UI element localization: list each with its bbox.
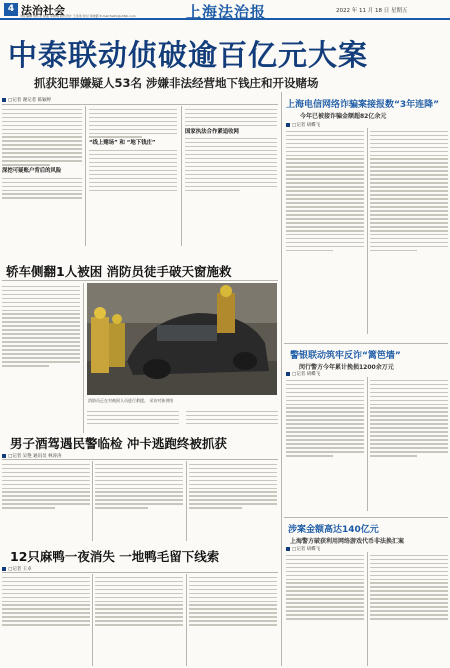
story4-column-3 [189,574,277,666]
rescue-photo [87,283,277,395]
right2-column-1 [286,377,364,513]
region-separator [281,92,282,666]
right2-column-2 [370,377,448,513]
story4-headline: 12只麻鸭一夜消失 一地鸭毛留下线索 [10,549,220,564]
column-rule [367,552,368,666]
right1-subheadline: 今年已被接诈骗金额超82亿余元 [300,113,387,120]
story4-column-2 [95,574,183,666]
right1-byline: □记者 胡蝶飞 [286,122,320,128]
divider [2,572,278,573]
newspaper-logo: 上海法治报 [186,3,267,21]
right2-subheadline: 闵行警方今年累计挽损1200余万元 [299,364,394,371]
divider [284,517,448,518]
column-rule [85,106,86,246]
column-rule [367,377,368,511]
issue-date: 2022 年 11 月 18 日 星期五 [336,8,408,14]
column-rule [186,461,187,541]
divider [2,280,278,281]
divider [2,459,278,460]
subsection-heading: 深挖可疑账户背后的风险 [2,168,62,175]
subsection-heading: 国家执法合作紧追收网 [185,128,239,135]
right3-column-2 [370,552,448,666]
story3-headline: 男子酒驾遇民警临检 冲卡逃跑终被抓获 [10,436,227,451]
right3-byline: □记者 胡蝶飞 [286,546,320,552]
right1-headline: 上海电信网络诈骗案接报数“3年连降” [286,100,440,110]
story3-byline: □记者 吴艳 通讯员 林涛涛 [2,453,62,459]
rescue-scene-image [87,283,277,395]
story3-column-1 [2,461,90,543]
main-column-1 [2,106,82,248]
divider [284,343,448,344]
column-rule [92,574,93,666]
right3-column-1 [286,552,364,666]
photo-caption: 消防员正在对被困人员进行救援。 采访对象供图 [88,398,174,403]
right3-headline: 涉案金额高达140亿元 [288,525,379,535]
page-number: 4 [4,3,18,16]
right2-byline: □记者 胡蝶飞 [286,371,320,377]
editor-credits: 责任编辑 刘小龙 版面 李晓明 版式设计 王涛涛 校对 李晓霞 E-mail:fazhi@shfzb.com [20,14,136,18]
right1-column-1 [286,128,364,336]
column-rule [181,106,182,246]
subsection-heading: “线上赌场” 和 “地下钱庄” [89,140,156,147]
story2-column-1 [2,283,80,435]
main-column-3 [185,106,277,248]
main-column-2 [89,106,177,248]
story3-column-2 [95,461,183,543]
main-subheadline: 抓获犯罪嫌疑人53名 涉嫌非法经营地下钱庄和开设赌场 [34,76,319,90]
column-rule [92,461,93,541]
right1-column-2 [370,128,448,336]
column-rule [367,128,368,334]
story2-headline: 轿车侧翻1人被困 消防员徒手破天窗施救 [6,264,232,279]
main-byline: □记者 谢记者 陈颖婷 [2,97,51,103]
section-name: 法治社会 [21,4,65,17]
main-headline: 中泰联动侦破逾百亿元大案 [8,38,369,72]
right2-headline: 警银联动筑牢反诈“篱笆墙” [290,351,401,361]
story4-column-1 [2,574,90,666]
story3-column-3 [189,461,277,543]
story4-byline: □记者 王卓 [2,566,32,572]
column-rule [186,574,187,666]
divider [2,104,278,105]
column-rule [83,283,84,433]
right3-subheadline: 上海警方破获利用网络游戏代币非法换汇案 [290,538,405,545]
